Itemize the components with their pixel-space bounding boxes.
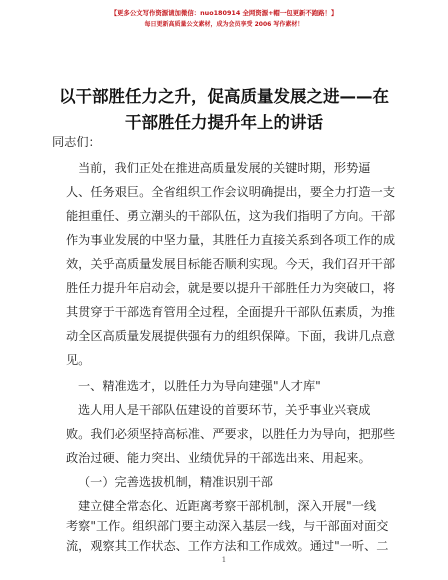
- body-line: 其贯穿于干部选育管用全过程，全面提升干部队伍素质，为推: [66, 305, 396, 319]
- document-title: [30, 84, 418, 136]
- salutation: 同志们：: [52, 135, 101, 149]
- body-line: 选人用人是干部队伍建设的首要环节，关乎事业兴衰成: [78, 403, 371, 417]
- body-line: 作为事业发展的中坚力量，其胜任力直接关系到各项工作的成: [66, 233, 396, 247]
- body-line: 胜任力提升年启动会，就是要以提升干部胜任力为突破口，将: [66, 281, 396, 295]
- body-line: 流，观察其工作状态、工作方法和工作成效。通过"一听、二: [66, 539, 389, 553]
- banner-line-1: 【更多公文写作资源请加微信：nuo180914 全网资源+帽一包更新不跑路！】: [110, 9, 338, 17]
- section-heading: 一、精准选才，以胜任力为导向建强"人才库": [78, 379, 321, 393]
- banner-line-2: 每日更新高质量公文素材，成为会员享受 2006 写作素材！: [144, 21, 304, 28]
- body-line: 考察"工作。组织部门要主动深入基层一线，与干部面对面交: [66, 519, 389, 533]
- promo-banner: [0, 7, 448, 31]
- page-number: 1: [221, 556, 227, 564]
- body-line: 当前，我们正处在推进高质量发展的关键时期，形势逼: [78, 161, 371, 175]
- subsection-heading: （一）完善选拔机制，精准识别干部: [78, 475, 273, 489]
- body-line: 败。我们必须坚持高标准、严要求，以胜任力为导向，把那些: [66, 427, 396, 441]
- body-line: 能担重任、勇立潮头的干部队伍，这为我们指明了方向。干部: [66, 209, 396, 223]
- body-line: 人、任务艰巨。全省组织工作会议明确提出，要全力打造一支: [66, 185, 396, 199]
- body-line: 见。: [66, 353, 91, 367]
- title-line-2: 干部胜任力提升年上的讲话: [125, 113, 323, 132]
- body-line: 效，关乎高质量发展目标能否顺利实现。今天，我们召开干部: [66, 257, 396, 271]
- body-line: 建立健全常态化、近距离考察干部机制，深入开展"一线: [78, 499, 377, 513]
- body-line: 政治过硬、能力突出、业绩优异的干部选出来、用起来。: [66, 451, 371, 465]
- body-line: 动全区高质量发展提供强有力的组织保障。下面，我讲几点意: [66, 329, 396, 343]
- title-line-1: 以干部胜任力之升，促高质量发展之进——在: [59, 87, 389, 106]
